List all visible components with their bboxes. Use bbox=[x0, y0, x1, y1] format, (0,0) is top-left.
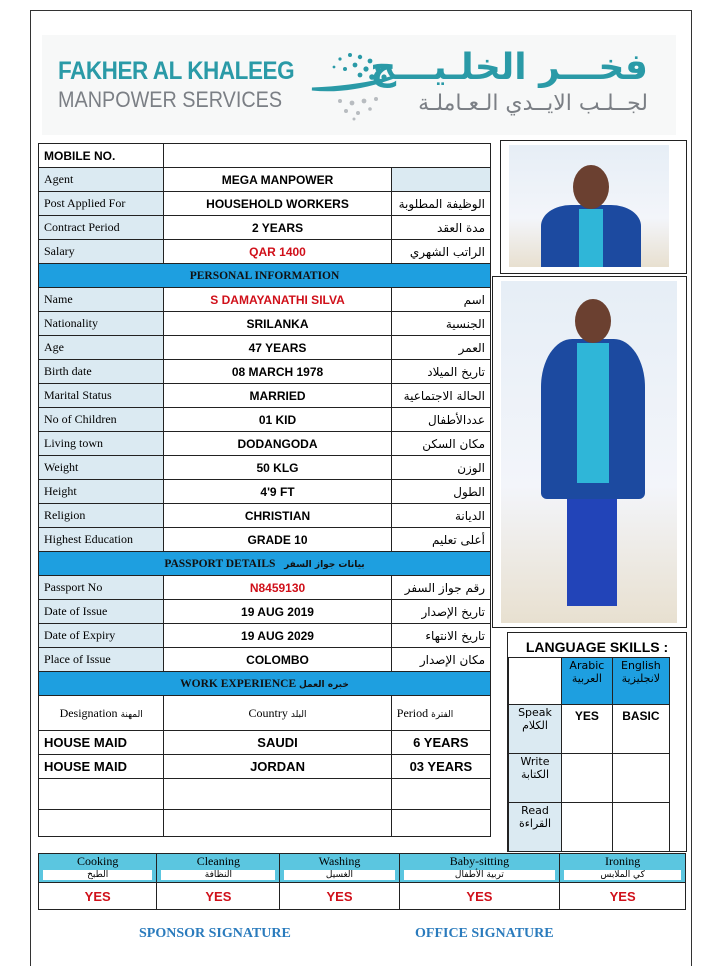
col-arabic bbox=[562, 658, 613, 705]
row-value: HOUSEHOLD WORKERS bbox=[164, 192, 392, 216]
logo-en-line1: FAKHER AL KHALEEG bbox=[58, 57, 295, 85]
table-row bbox=[39, 456, 491, 480]
skill-ar: الغسيل bbox=[284, 870, 394, 880]
skill-value: YES bbox=[399, 883, 560, 910]
row-value: 08 MARCH 1978 bbox=[164, 360, 392, 384]
col-country bbox=[164, 696, 392, 731]
row-label-ar: الحالة الاجتماعية bbox=[391, 384, 490, 408]
table-row bbox=[39, 360, 491, 384]
table-row bbox=[39, 432, 491, 456]
logo-ar-line2: لجــلـب الايــدي الـعـاملـة bbox=[418, 91, 648, 116]
row-value: N8459130 bbox=[164, 576, 392, 600]
skill-value: YES bbox=[39, 883, 157, 910]
logo-ar-line1: فخـــر الخلـيـــج bbox=[370, 47, 648, 88]
work-designation: HOUSE MAID bbox=[39, 731, 164, 755]
work-row-empty bbox=[39, 810, 491, 837]
section-header bbox=[39, 672, 491, 696]
work-period: 6 YEARS bbox=[391, 731, 490, 755]
work-row bbox=[39, 731, 491, 755]
col-en: Designation bbox=[59, 705, 118, 720]
table-row bbox=[39, 192, 491, 216]
row-label-ar: الجنسية bbox=[391, 312, 490, 336]
row-value: CHRISTIAN bbox=[164, 504, 392, 528]
skill-en: Washing bbox=[318, 854, 361, 868]
row-label: Date of Expiry bbox=[39, 624, 164, 648]
row-value: 2 YEARS bbox=[164, 216, 392, 240]
row-label-ar: الوظيفة المطلوبة bbox=[391, 192, 490, 216]
row-label-ar: أعلى تعليم bbox=[391, 528, 490, 552]
row-label: Highest Education bbox=[39, 528, 164, 552]
skill-en: Cleaning bbox=[196, 854, 241, 868]
row-label-ar: مكان السكن bbox=[391, 432, 490, 456]
company-logo bbox=[42, 35, 676, 135]
row-label-ar: مدة العقد bbox=[391, 216, 490, 240]
row-label: Age bbox=[39, 336, 164, 360]
row-value: DODANGODA bbox=[164, 432, 392, 456]
personal-info-header: PERSONAL INFORMATION bbox=[39, 264, 491, 288]
work-row bbox=[39, 755, 491, 779]
skill-ar: النظافة bbox=[161, 870, 275, 880]
skill-label bbox=[509, 803, 562, 852]
sponsor-signature-label: SPONSOR SIGNATURE bbox=[139, 926, 291, 941]
skill-header bbox=[280, 854, 399, 883]
table-row bbox=[39, 336, 491, 360]
table-row bbox=[39, 528, 491, 552]
row-label: No of Children bbox=[39, 408, 164, 432]
office-signature-label: OFFICE SIGNATURE bbox=[415, 926, 554, 941]
language-row bbox=[509, 705, 670, 754]
portrait-photo bbox=[509, 145, 669, 267]
skill-en: Read bbox=[521, 804, 549, 817]
section-header bbox=[39, 264, 491, 288]
arabic-level bbox=[562, 803, 613, 852]
row-value: COLOMBO bbox=[164, 648, 392, 672]
skill-en: Speak bbox=[518, 706, 552, 719]
mobile-label: MOBILE NO. bbox=[39, 144, 164, 168]
row-label-ar: رقم جواز السفر bbox=[391, 576, 490, 600]
row-label: Post Applied For bbox=[39, 192, 164, 216]
row-value: GRADE 10 bbox=[164, 528, 392, 552]
col-en: Country bbox=[248, 705, 288, 720]
english-level bbox=[612, 803, 669, 852]
row-label: Salary bbox=[39, 240, 164, 264]
col-ar: البلد bbox=[290, 709, 307, 720]
language-skills-title: LANGUAGE SKILLS : bbox=[525, 639, 669, 655]
row-label: Agent bbox=[39, 168, 164, 192]
full-body-photo-frame bbox=[492, 276, 687, 628]
row-label-ar: تاريخ الانتهاء bbox=[391, 624, 490, 648]
col-period bbox=[391, 696, 490, 731]
row-label-ar: الراتب الشهري bbox=[391, 240, 490, 264]
mobile-value bbox=[164, 144, 491, 168]
row-label: Living town bbox=[39, 432, 164, 456]
row-label-ar: الوزن bbox=[391, 456, 490, 480]
skill-header bbox=[399, 854, 560, 883]
skill-ar: تربية الأطفال bbox=[404, 870, 556, 880]
row-label: Date of Issue bbox=[39, 600, 164, 624]
col-en: Period bbox=[396, 705, 429, 720]
work-country: SAUDI bbox=[164, 731, 392, 755]
language-row bbox=[509, 754, 670, 803]
row-label: Name bbox=[39, 288, 164, 312]
table-row bbox=[39, 168, 491, 192]
work-header-ar: خبره العمل bbox=[299, 679, 349, 690]
skill-value: YES bbox=[560, 883, 686, 910]
english-level bbox=[612, 754, 669, 803]
row-value: 47 YEARS bbox=[164, 336, 392, 360]
work-row-empty bbox=[39, 779, 491, 810]
english-level: BASIC bbox=[612, 705, 669, 754]
table-row bbox=[39, 648, 491, 672]
work-header-en: WORK EXPERIENCE bbox=[180, 677, 297, 690]
row-label: Religion bbox=[39, 504, 164, 528]
col-en: Arabic bbox=[569, 659, 605, 672]
mobile-row bbox=[39, 144, 491, 168]
details-table bbox=[38, 143, 491, 837]
salary-value: QAR 1400 bbox=[164, 240, 392, 264]
skill-ar: الكتابة bbox=[520, 768, 550, 781]
table-row bbox=[39, 216, 491, 240]
full-body-photo bbox=[501, 281, 677, 623]
arabic-level: YES bbox=[562, 705, 613, 754]
col-ar: المهنة bbox=[120, 709, 143, 720]
row-label: Nationality bbox=[39, 312, 164, 336]
skill-value: YES bbox=[280, 883, 399, 910]
row-value: 19 AUG 2029 bbox=[164, 624, 392, 648]
skill-en: Ironing bbox=[604, 854, 641, 868]
table-row bbox=[39, 288, 491, 312]
row-label: Contract Period bbox=[39, 216, 164, 240]
row-value: MARRIED bbox=[164, 384, 392, 408]
row-label-ar: العمر bbox=[391, 336, 490, 360]
col-en: English bbox=[621, 659, 661, 672]
skill-ar: الكلام bbox=[522, 719, 548, 732]
table-row bbox=[39, 480, 491, 504]
row-label: Place of Issue bbox=[39, 648, 164, 672]
work-period: 03 YEARS bbox=[391, 755, 490, 779]
row-label-ar: تاريخ الإصدار bbox=[391, 600, 490, 624]
skill-label bbox=[509, 705, 562, 754]
col-ar: لانجليزية bbox=[621, 672, 661, 685]
skill-ar: الطبخ bbox=[43, 870, 152, 880]
table-row bbox=[39, 240, 491, 264]
row-value: S DAMAYANATHI SILVA bbox=[164, 288, 392, 312]
row-value: 50 KLG bbox=[164, 456, 392, 480]
skill-label bbox=[509, 754, 562, 803]
row-label-ar: عددالأطفال bbox=[391, 408, 490, 432]
row-label-ar: الطول bbox=[391, 480, 490, 504]
arabic-level bbox=[562, 754, 613, 803]
table-row bbox=[39, 408, 491, 432]
col-designation bbox=[39, 696, 164, 731]
work-columns bbox=[39, 696, 491, 731]
language-table bbox=[508, 657, 670, 852]
passport-header-en: PASSPORT DETAILS bbox=[164, 557, 276, 570]
language-skills-box bbox=[507, 632, 687, 852]
skill-ar: كي الملابس bbox=[564, 870, 681, 880]
col-ar: الفترة bbox=[431, 709, 454, 720]
skill-header bbox=[157, 854, 280, 883]
row-value: 01 KID bbox=[164, 408, 392, 432]
row-label: Weight bbox=[39, 456, 164, 480]
skills-table bbox=[38, 853, 686, 910]
skill-en: Baby-sitting bbox=[449, 854, 510, 868]
passport-header bbox=[39, 552, 491, 576]
skill-ar: القراءة bbox=[518, 817, 552, 830]
row-value: SRILANKA bbox=[164, 312, 392, 336]
row-value: 19 AUG 2019 bbox=[164, 600, 392, 624]
table-row bbox=[39, 504, 491, 528]
row-value: 4'9 FT bbox=[164, 480, 392, 504]
skill-en: Write bbox=[520, 755, 550, 768]
skill-header bbox=[39, 854, 157, 883]
table-row bbox=[39, 600, 491, 624]
row-value: MEGA MANPOWER bbox=[164, 168, 392, 192]
table-row bbox=[39, 576, 491, 600]
table-row bbox=[39, 624, 491, 648]
language-row bbox=[509, 803, 670, 852]
work-header bbox=[39, 672, 491, 696]
row-label: Marital Status bbox=[39, 384, 164, 408]
portrait-photo-frame bbox=[500, 140, 687, 274]
row-label: Height bbox=[39, 480, 164, 504]
row-label-ar bbox=[391, 168, 490, 192]
row-label-ar: تاريخ الميلاد bbox=[391, 360, 490, 384]
table-row bbox=[39, 384, 491, 408]
skill-en: Cooking bbox=[77, 854, 119, 868]
row-label-ar: مكان الإصدار bbox=[391, 648, 490, 672]
col-english bbox=[612, 658, 669, 705]
row-label-ar: الديانة bbox=[391, 504, 490, 528]
skill-value: YES bbox=[157, 883, 280, 910]
section-header bbox=[39, 552, 491, 576]
logo-en-line2: MANPOWER SERVICES bbox=[58, 87, 283, 112]
row-label: Birth date bbox=[39, 360, 164, 384]
work-country: JORDAN bbox=[164, 755, 392, 779]
passport-header-ar: بيانات جواز السفر bbox=[284, 559, 365, 570]
col-ar: العربية bbox=[571, 672, 602, 685]
table-row bbox=[39, 312, 491, 336]
row-label: Passport No bbox=[39, 576, 164, 600]
row-label-ar: اسم bbox=[391, 288, 490, 312]
skill-header bbox=[560, 854, 686, 883]
corner-cell bbox=[509, 658, 562, 705]
work-designation: HOUSE MAID bbox=[39, 755, 164, 779]
